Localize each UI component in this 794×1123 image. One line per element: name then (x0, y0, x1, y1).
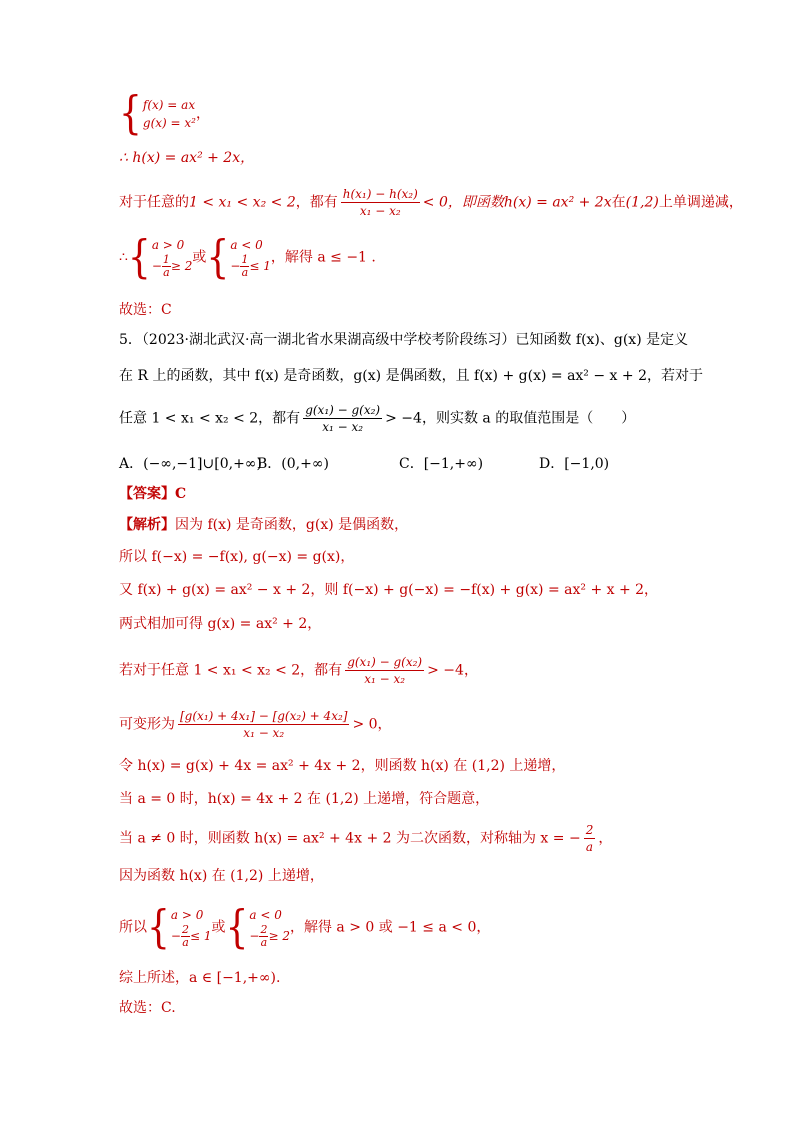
system-line: f(x) = ax (142, 98, 196, 112)
h-definition: ∴ h(x) = ax² + 2x， (119, 150, 255, 166)
analysis-line: 若对于任意 1 < x₁ < x₂ < 2，都有 $\frac{\text{g(x₁) − g(x₂)}}{\text{x₁ − x₂}}$ > −4， (119, 655, 478, 686)
analysis-line: 令 h(x) = g(x) + 4x = ax² + 4x + 2，则函数 h(x) 在 (1,2) 上递增， (119, 758, 566, 774)
left-brace: { (119, 87, 142, 139)
analysis-line: 综上所述，a ∈ [−1,+∞). (119, 970, 281, 986)
analysis-line: 所以 f(−x) = −f(x), g(−x) = g(x)， (119, 549, 355, 565)
analysis-line: 因为函数 h(x) 在 (1,2) 上递增， (119, 868, 324, 884)
analysis-line: 【解析】因为 f(x) 是奇函数，g(x) 是偶函数， (119, 517, 409, 533)
choice-conclusion: 故选：C (119, 302, 172, 318)
analysis-line: 两式相加可得 g(x) = ax² + 2， (119, 616, 322, 632)
punctuation: ， (195, 106, 210, 122)
analysis-line: 又 f(x) + g(x) = ax² − x + 2，则 f(−x) + g(−x) = −f(x) + g(x) = ax² + x + 2， (119, 582, 659, 598)
system-equation-1 (119, 87, 210, 139)
analysis-label: 【解析】 (119, 517, 175, 533)
left-brace: { (225, 901, 249, 953)
option-a: A．(−∞,−1]∪[0,+∞) (119, 456, 262, 472)
fraction: $\frac{\text{g(x₁) − g(x₂)}}{\text{x₁ − x₂}}$ (347, 655, 423, 686)
monotonic-condition: 对于任意的1 < x₁ < x₂ < 2，都有 $\frac{\text{h(x₁) − h(x₂)}}{\text{x₁ − x₂}}$ < 0，即函数h(x) = ax² + 2x在(1,2)上单调递减， (119, 187, 743, 218)
fraction: $\frac{2}{a}$ (585, 823, 594, 854)
choice-conclusion: 故选：C. (119, 1000, 176, 1016)
fraction: $\frac{\text{h(x₁) − h(x₂)}}{\text{x₁ − x₂}}$ (342, 187, 418, 218)
left-brace: { (206, 231, 230, 283)
inequality-systems: ∴{ a > 0 − $\frac{1}{a}$ ≥ 2 或{ a < 0 − $\frac{1}{a}$ ≤ 1 ，解得 a ≤ −1 . (119, 231, 376, 283)
system-line: g(x) = x² (142, 116, 196, 130)
question-line: 在 R 上的函数，其中 f(x) 是奇函数，g(x) 是偶函数，且 f(x) + g(x) = ax² − x + 2，若对于 (119, 368, 703, 384)
analysis-line: 当 a = 0 时，h(x) = 4x + 2 在 (1,2) 上递增，符合题意， (119, 791, 490, 807)
question-line: 任意 1 < x₁ < x₂ < 2，都有 $\frac{\text{g(x₁) − g(x₂)}}{\text{x₁ − x₂}}$ > −4，则实数 a 的取值范围是（ ） (119, 403, 636, 434)
analysis-line: 当 a ≠ 0 时，则函数 h(x) = ax² + 4x + 2 为二次函数，对称轴为 x = − $\frac{2}{a}$ ， (119, 823, 613, 854)
left-brace: { (147, 901, 170, 953)
option-d: D．[−1,0) (539, 456, 610, 472)
analysis-line: 可变形为 $\frac{\text{[g(x₁) + 4x₁] − [g(x₂) + 4x₂]}}{\text{x₁ − x₂}}$ > 0， (119, 709, 392, 740)
analysis-line: 所以{ a > 0 − $\frac{2}{a}$ ≤ 1 或{ a < 0 − $\frac{2}{a}$ ≥ 2 ，解得 a > 0 或 −1 ≤ a < 0， (119, 901, 491, 953)
left-brace: { (127, 231, 151, 283)
option-c: C．[−1,+∞) (399, 456, 484, 472)
fraction: $\frac{\text{[g(x₁) + 4x₁] − [g(x₂) + 4x₂]}}{\text{x₁ − x₂}}$ (180, 709, 348, 740)
options-row (119, 454, 609, 474)
fraction: $\frac{\text{g(x₁) − g(x₂)}}{\text{x₁ − x₂}}$ (305, 403, 381, 434)
question-line: 5．（2023·湖北武汉·高一湖北省水果湖高级中学校考阶段练习）已知函数 f(x)、g(x) 是定义 (119, 332, 689, 348)
option-b: B．(0,+∞) (257, 456, 329, 472)
answer-label: 【答案】C (119, 486, 187, 502)
